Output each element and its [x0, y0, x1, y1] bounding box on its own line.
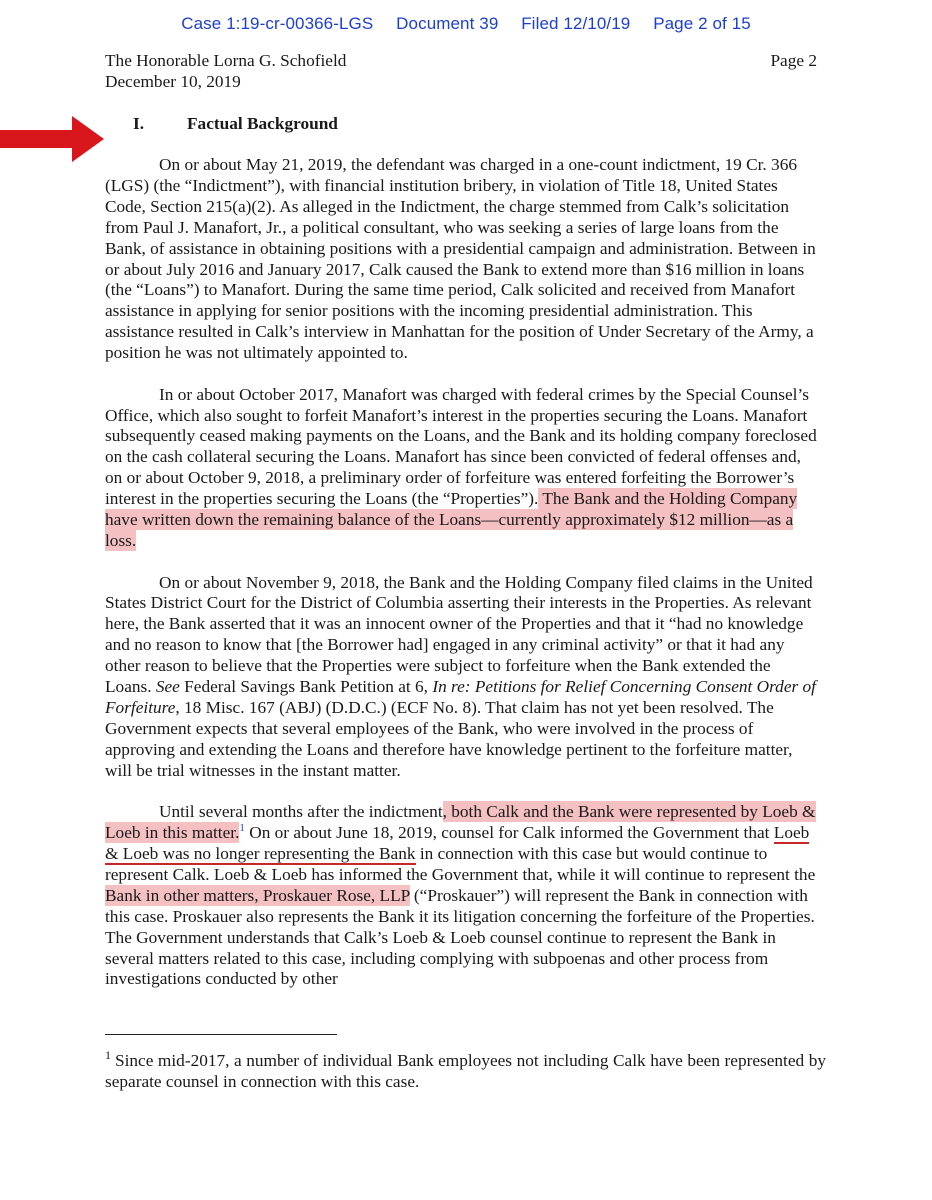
- paragraph: [105, 573, 820, 782]
- highlighted-text: , both Calk and the Bank were represented by Loeb & Loeb in this matter.: [105, 802, 816, 843]
- section-number: I.: [133, 114, 145, 133]
- paragraph-text: Federal Savings Bank Petition at 6,: [179, 677, 433, 697]
- paragraph-text: , 18 Misc. 167 (ABJ) (D.D.C.) (ECF No. 8). That claim has not yet been resolved. The Government expects that several employees of the Bank, who were involved in the process of approving and extending the Loans and therefore have knowledge pertinent to the forfeiture matter, will be trial witnesses in the instant matter.: [105, 697, 793, 780]
- footnote: [105, 1048, 826, 1093]
- section-title: Factual Background: [187, 114, 338, 133]
- red-arrow-icon: [0, 116, 106, 162]
- citation-signal: See: [155, 677, 180, 697]
- paragraph-text: In or about October 2017, Manafort was charged with federal crimes by the Special Counsel’s Office, which also sought to forfeit Manafort’s interest in the properties securing the Loans. Manafort subsequently ceased making payments on the Loans, and the Bank and its holding company foreclosed on the cash collateral securing the Loans. Manafort has since been convicted of federal offenses and, on or about October 9, 2018, a preliminary order of forfeiture was entered forfeiting the Borrower’s interest in the properties securing the Loans (the “Properties”).: [105, 384, 817, 509]
- footnote-divider: [105, 1034, 337, 1035]
- case-name: In re: Petitions for Relief Concerning Consent Order of Forfeiture: [105, 677, 816, 717]
- footnote-text: Since mid-2017, a number of individual Bank employees not including Calk have been represented by separate counsel in connection with this case.: [105, 1051, 826, 1091]
- highlighted-text: The Bank and the Holding Company have written down the remaining balance of the Loans—currently approximately $12 million—as a loss.: [105, 489, 798, 550]
- paragraph-text: in connection with this case but would continue to represent Calk. Loeb & Loeb has informed the Government that, while it will continue to represent the: [105, 843, 816, 884]
- footnote-reference[interactable]: 1: [239, 822, 245, 835]
- highlighted-text: Bank in other matters, Proskauer Rose, LLP: [105, 885, 410, 905]
- recipient: The Honorable Lorna G. Schofield: [105, 51, 347, 70]
- paragraph: [105, 802, 820, 990]
- paragraph-text: (“Proskauer”) will represent the Bank in connection with this case. Proskauer also represents the Bank it its litigation concerning the forfeiture of the Properties. The Government understands that Calk’s Loeb & Loeb counsel continue to represent the Bank in several matters related to this case, including complying with subpoenas and other process from investigations conducted by other: [105, 885, 815, 989]
- section-heading: [133, 114, 338, 135]
- paragraph-text: On or about November 9, 2018, the Bank and the Holding Company filed claims in the United States District Court for the District of Columbia asserting their interests in the Properties. As relevant here, the Bank asserted that it was an innocent owner of the Properties and that it “had no knowledge and no reason to know that [the Borrower had] engaged in any criminal activity” or that it had any other reason to believe that the Properties were subject to forfeiture when the Bank extended the Loans.: [105, 572, 813, 697]
- paragraph-text: Until several months after the indictment: [159, 802, 443, 822]
- underlined-text: Loeb & Loeb was no longer representing the Bank: [105, 823, 810, 863]
- paragraph: [105, 385, 820, 552]
- document-number: Document 39: [396, 14, 499, 33]
- letterhead: [105, 51, 817, 93]
- case-number: Case 1:19-cr-00366-LGS: [181, 14, 374, 33]
- paragraph: [105, 155, 820, 364]
- case-header: [0, 14, 932, 35]
- page-count: Page 2 of 15: [653, 14, 751, 33]
- filed-date: Filed 12/10/19: [521, 14, 631, 33]
- letter-date: December 10, 2019: [105, 71, 241, 91]
- document-body: [105, 155, 820, 1011]
- page-label: Page 2: [770, 51, 817, 70]
- paragraph-text: On or about June 18, 2019, counsel for Calk informed the Government that: [244, 823, 774, 843]
- paragraph-text: On or about May 21, 2019, the defendant was charged in a one-count indictment, 19 Cr. 366 (LGS) (the “Indictment”), with financial institution bribery, in violation of Title 18, United States Code, Section 215(a)(2). As alleged in the Indictment, the charge stemmed from Calk’s solicitation from Paul J. Manafort, Jr., a political consultant, who was seeking a series of large loans from the Bank, of assistance in obtaining positions with a presidential campaign and administration. Between in or about July 2016 and January 2017, Calk caused the Bank to extend more than $16 million in loans (the “Loans”) to Manafort. During the same time period, Calk solicited and received from Manafort assistance in applying for senior positions with the incoming presidential administration. This assistance resulted in Calk’s interview in Manhattan for the position of Under Secretary of the Army, a position he was not ultimately appointed to.: [105, 155, 816, 363]
- footnote-marker: 1: [105, 1048, 111, 1063]
